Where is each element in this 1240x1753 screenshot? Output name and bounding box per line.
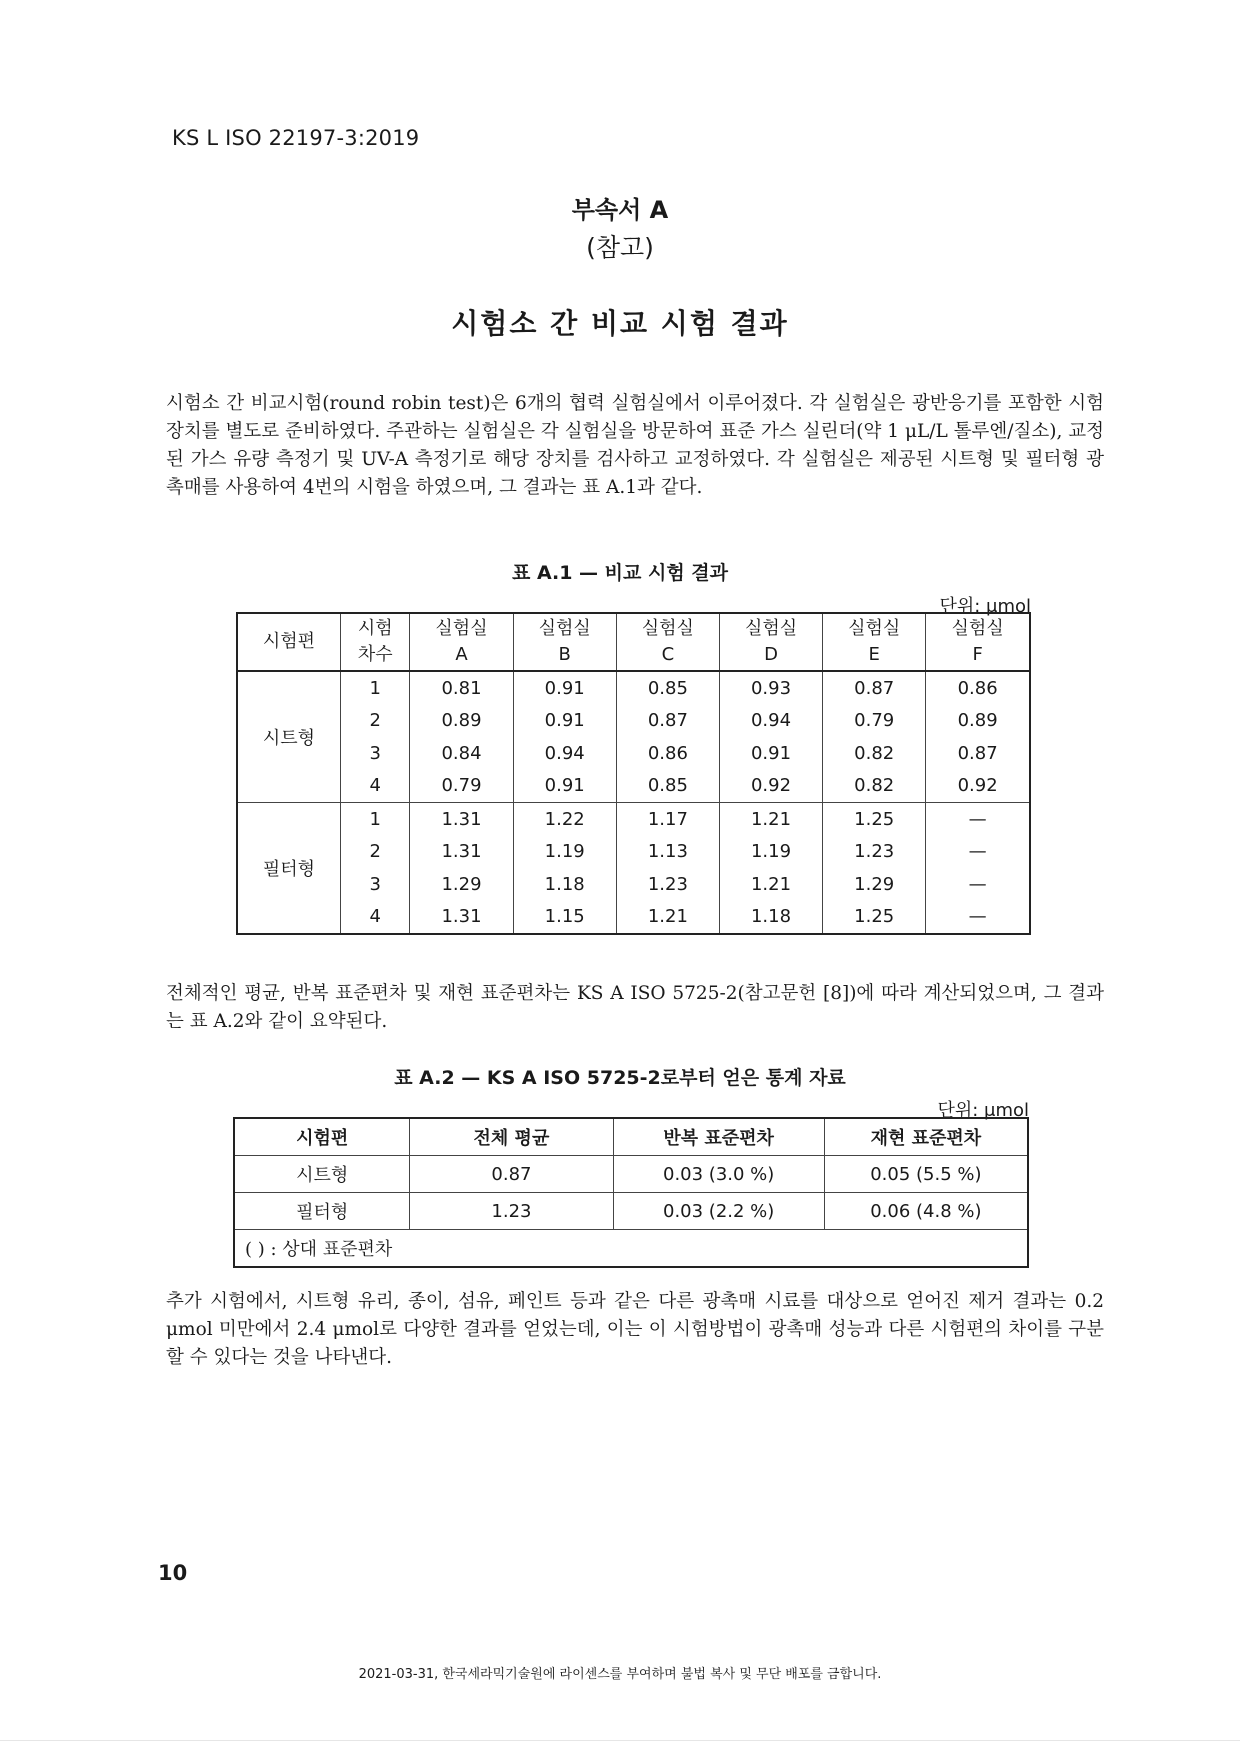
measurement-cell: 0.92 — [926, 770, 1030, 803]
measurement-cell: 0.91 — [719, 737, 822, 770]
measurement-cell: 0.82 — [823, 770, 926, 803]
measurement-cell: — — [926, 901, 1030, 935]
measurement-cell: 1.17 — [616, 803, 719, 836]
statistic-cell: 0.05 (5.5 %) — [824, 1156, 1028, 1193]
measurement-cell: 0.92 — [719, 770, 822, 803]
trial-number-cell: 1 — [341, 671, 410, 705]
measurement-cell: 0.85 — [616, 671, 719, 705]
table-header-cell: 시험편 — [237, 613, 341, 671]
measurement-cell: 1.18 — [513, 868, 616, 901]
measurement-cell: 0.91 — [513, 671, 616, 705]
measurement-cell: 0.91 — [513, 770, 616, 803]
comparison-results-table — [236, 612, 1031, 935]
table-row — [237, 901, 1030, 935]
measurement-cell: 1.19 — [513, 836, 616, 869]
measurement-cell: 1.13 — [616, 836, 719, 869]
measurement-cell: 0.85 — [616, 770, 719, 803]
measurement-cell: 0.87 — [616, 705, 719, 738]
table-header-cell: 실험실 E — [823, 613, 926, 671]
statistic-cell: 1.23 — [410, 1193, 613, 1230]
measurement-cell: 0.94 — [719, 705, 822, 738]
statistic-cell: 0.06 (4.8 %) — [824, 1193, 1028, 1230]
measurement-cell: 0.87 — [926, 737, 1030, 770]
measurement-cell: 1.18 — [719, 901, 822, 935]
table1-unit: 단위: μmol — [939, 596, 1031, 617]
measurement-cell: 1.21 — [616, 901, 719, 935]
measurement-cell: 0.84 — [410, 737, 513, 770]
measurement-cell: 1.21 — [719, 803, 822, 836]
statistic-cell: 0.03 (2.2 %) — [613, 1193, 824, 1230]
table-row — [237, 705, 1030, 738]
measurement-cell: 0.82 — [823, 737, 926, 770]
annex-title: 시험소 간 비교 시험 결과 — [451, 307, 789, 340]
table-header-cell: 실험실 C — [616, 613, 719, 671]
specimen-type-cell: 필터형 — [234, 1193, 410, 1230]
specimen-type-cell: 필터형 — [237, 803, 341, 935]
trial-number-cell: 2 — [341, 836, 410, 869]
specimen-type-cell: 시트형 — [234, 1156, 410, 1193]
table-header-cell: 시험 차수 — [341, 613, 410, 671]
measurement-cell: — — [926, 868, 1030, 901]
intro-paragraph: 시험소 간 비교시험(round robin test)은 6개의 협력 실험실에서 이루어졌다. 각 실험실은 광반응기를 포함한 시험 장치를 별도로 준비하였다. 주관하는 실험실은 각 실험실을 방문하여 표준 가스 실린더(약 1 μL/L 톨루엔/질소), 교정된 가스 유량 측정기 및 UV-A 측정기로 해당 장치를 검사하고 교정하였다. 각 실험실은 제공된 시트형 및 필터형 광촉매를 사용하여 4번의 시험을 하였으며, 그 결과는 표 A.1과 같다. — [166, 393, 1104, 498]
additional-paragraph: 추가 시험에서, 시트형 유리, 종이, 섬유, 페인트 등과 같은 다른 광촉매 시료를 대상으로 얻어진 제거 결과는 0.2 μmol 미만에서 2.4 μmol로 다양한 결과를 얻었는데, 이는 이 시험방법이 광촉매 성능과 다른 시험편의 차이를 구분할 수 있다는 것을 나타낸다. — [166, 1291, 1104, 1368]
table-row — [234, 1193, 1028, 1230]
table-row — [237, 836, 1030, 869]
license-footer: 2021-03-31, 한국세라믹기술원에 라이센스를 부여하며 불법 복사 및 무단 배포를 금합니다. — [358, 1667, 882, 1682]
measurement-cell: — — [926, 836, 1030, 869]
table-header-cell: 실험실 A — [410, 613, 513, 671]
statistics-paragraph: 전체적인 평균, 반복 표준편차 및 재현 표준편차는 KS A ISO 5725-2(참고문헌 [8])에 따라 계산되었으며, 그 결과는 표 A.2와 같이 요약된다. — [166, 983, 1104, 1032]
measurement-cell: 1.25 — [823, 901, 926, 935]
measurement-cell: 1.29 — [410, 868, 513, 901]
annex-type: (참고) — [586, 233, 654, 262]
measurement-cell: 0.87 — [823, 671, 926, 705]
measurement-cell: 0.93 — [719, 671, 822, 705]
table-header-cell: 시험편 — [234, 1118, 410, 1156]
measurement-cell: 1.21 — [719, 868, 822, 901]
measurement-cell: 0.94 — [513, 737, 616, 770]
statistics-table — [233, 1117, 1029, 1268]
table-row — [237, 803, 1030, 836]
measurement-cell: 1.22 — [513, 803, 616, 836]
measurement-cell: 0.91 — [513, 705, 616, 738]
table-header-cell: 실험실 D — [719, 613, 822, 671]
table-header-cell: 반복 표준편차 — [613, 1118, 824, 1156]
table-header-cell: 재현 표준편차 — [824, 1118, 1028, 1156]
specimen-type-cell: 시트형 — [237, 671, 341, 803]
table-row — [234, 1156, 1028, 1193]
trial-number-cell: 2 — [341, 705, 410, 738]
table-note: ( ) : 상대 표준편차 — [234, 1230, 1028, 1268]
measurement-cell: 0.89 — [410, 705, 513, 738]
statistic-cell: 0.03 (3.0 %) — [613, 1156, 824, 1193]
table-row — [237, 868, 1030, 901]
table-row — [237, 671, 1030, 705]
table-header-row — [234, 1118, 1028, 1156]
measurement-cell: — — [926, 803, 1030, 836]
measurement-cell: 0.86 — [616, 737, 719, 770]
table-header-cell: 실험실 F — [926, 613, 1030, 671]
trial-number-cell: 3 — [341, 868, 410, 901]
measurement-cell: 0.79 — [823, 705, 926, 738]
page-number: 10 — [158, 1561, 188, 1585]
measurement-cell: 1.31 — [410, 836, 513, 869]
measurement-cell: 0.86 — [926, 671, 1030, 705]
measurement-cell: 1.25 — [823, 803, 926, 836]
trial-number-cell: 3 — [341, 737, 410, 770]
measurement-cell: 1.29 — [823, 868, 926, 901]
table-row — [237, 770, 1030, 803]
table2-caption: 표 A.2 — KS A ISO 5725-2로부터 얻은 통계 자료 — [394, 1067, 846, 1089]
table1-caption: 표 A.1 — 비교 시험 결과 — [511, 562, 729, 584]
measurement-cell: 0.89 — [926, 705, 1030, 738]
measurement-cell: 1.15 — [513, 901, 616, 935]
table-note-row — [234, 1230, 1028, 1268]
measurement-cell: 1.23 — [616, 868, 719, 901]
measurement-cell: 1.23 — [823, 836, 926, 869]
measurement-cell: 1.31 — [410, 901, 513, 935]
bottom-rule — [0, 1740, 1240, 1741]
trial-number-cell: 4 — [341, 901, 410, 935]
trial-number-cell: 1 — [341, 803, 410, 836]
measurement-cell: 1.31 — [410, 803, 513, 836]
statistic-cell: 0.87 — [410, 1156, 613, 1193]
measurement-cell: 0.81 — [410, 671, 513, 705]
measurement-cell: 0.79 — [410, 770, 513, 803]
table2-unit: 단위: μmol — [937, 1100, 1029, 1121]
annex-label: 부속서 A — [571, 196, 669, 224]
table-row — [237, 737, 1030, 770]
table-header-cell: 실험실 B — [513, 613, 616, 671]
measurement-cell: 1.19 — [719, 836, 822, 869]
trial-number-cell: 4 — [341, 770, 410, 803]
document-code: KS L ISO 22197-3:2019 — [172, 126, 420, 150]
table-header-cell: 전체 평균 — [410, 1118, 613, 1156]
table-header-row — [237, 613, 1030, 671]
